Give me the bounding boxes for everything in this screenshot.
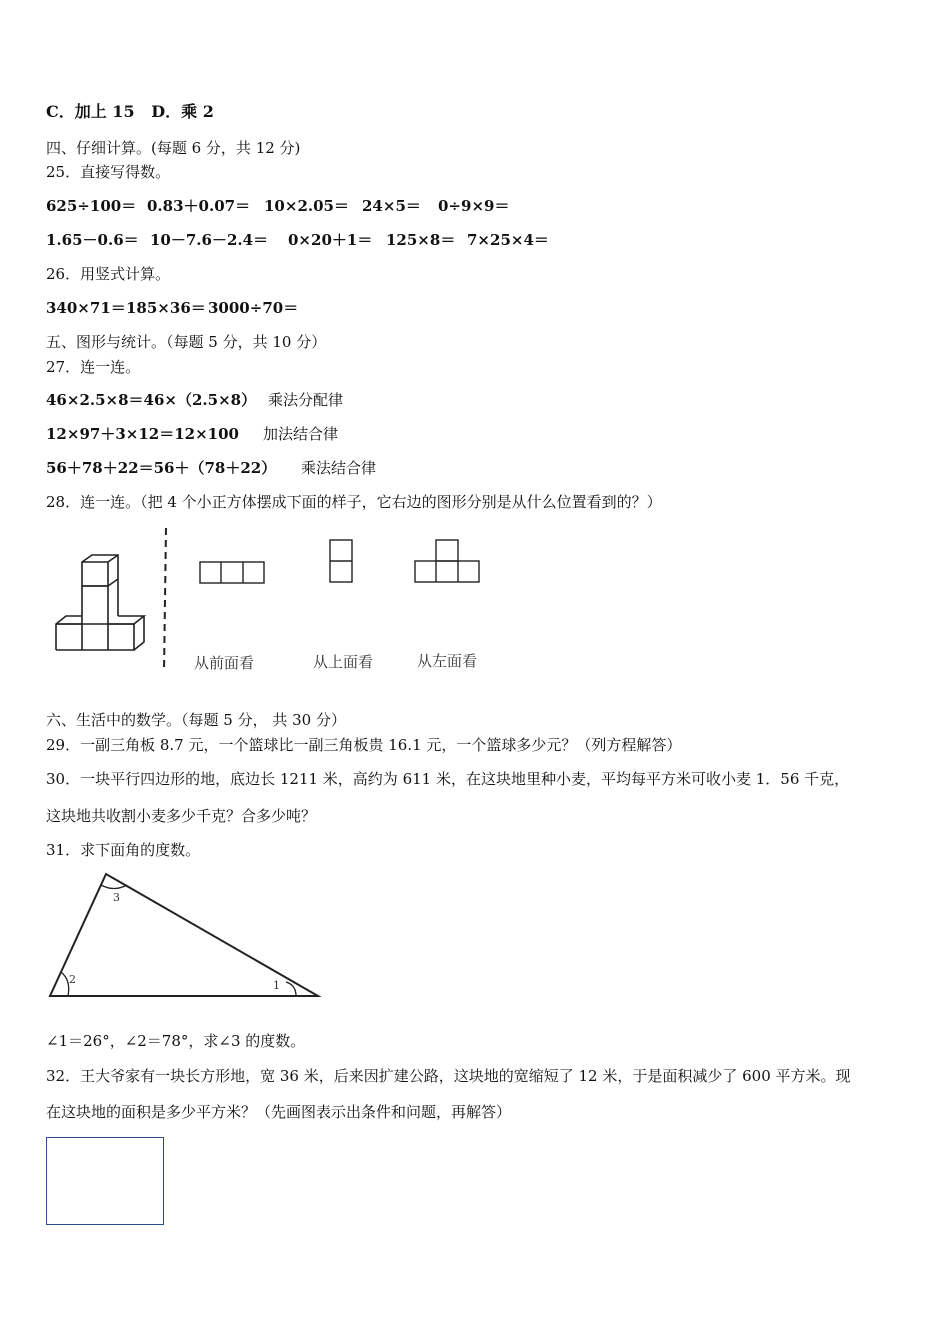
calc-item: 340×71＝ (46, 299, 126, 317)
calc-item: 0÷9×9＝ (438, 197, 510, 215)
question-31: 31．求下面角的度数。 (46, 841, 201, 859)
section-4-heading: 四、仔细计算。(每题 6 分，共 12 分) (46, 139, 301, 157)
angle-label-2: 2 (69, 973, 76, 986)
q25-row-1 (46, 196, 509, 216)
angle-label-1: 1 (273, 979, 280, 992)
question-28: 28．连一连。（把 4 个小正方体摆成下面的样子，它右边的图形分别是从什么位置看到的？） (46, 493, 662, 511)
calc-item: 3000÷70＝ (208, 299, 299, 317)
calc-item: 0×20＋1＝ (288, 231, 373, 249)
calc-item: 125×8＝ (386, 231, 456, 249)
calc-item: 10－7.6－2.4＝ (150, 231, 269, 249)
section-6-heading: 六、生活中的数学。（每题 5 分， 共 30 分） (46, 711, 346, 729)
question-29: 29．一副三角板 8.7 元，一个篮球比一副三角板贵 16.1 元，一个篮球多少元？（列方程解答） (46, 736, 682, 754)
calc-item: 7×25×4＝ (467, 231, 549, 249)
calc-item: 1.65－0.6＝ (46, 231, 139, 249)
option-c: C．加上 15 (46, 102, 135, 121)
drawing-box (46, 1137, 164, 1225)
q27-equation: 56＋78＋22＝56＋（78＋22） (46, 459, 277, 477)
q25-row-2 (46, 230, 549, 250)
left-view-shape (415, 540, 479, 582)
dashed-divider (164, 528, 166, 672)
triangle-figure (44, 868, 329, 1003)
q27-law: 乘法结合律 (301, 459, 377, 477)
angle-3-arc (101, 885, 127, 889)
q27-item (46, 458, 376, 478)
calc-item: 24×5＝ (362, 197, 421, 215)
question-32-line-1: 32．王大爷家有一块长方形地，宽 36 米，后来因扩建公路，这块地的宽缩短了 12 米，于是面积减少了 600 平方米。现 (46, 1067, 851, 1085)
options-line (46, 102, 214, 122)
view-label-top: 从上面看 (313, 653, 374, 671)
q27-equation: 12×97＋3×12＝12×100 (46, 425, 239, 443)
q27-item (46, 424, 338, 444)
calc-item: 10×2.05＝ (264, 197, 349, 215)
calc-item: 625÷100＝ (46, 197, 137, 215)
q27-equation: 46×2.5×8＝46×（2.5×8） (46, 391, 257, 409)
question-30-line-1: 30．一块平行四边形的地，底边长 1211 米，高约为 611 米，在这块地里种小麦，平均每平方米可收小麦 1．56 千克， (46, 770, 850, 788)
angle-label-3: 3 (113, 891, 120, 904)
triangle-shape (50, 874, 318, 996)
cube-stack-drawing (56, 555, 144, 650)
calc-item: 0.83＋0.07＝ (147, 197, 251, 215)
calc-item: 185×36＝ (126, 299, 206, 317)
question-27: 27．连一连。 (46, 358, 141, 376)
q27-item (46, 390, 343, 410)
front-view-shape (200, 562, 264, 583)
q26-row (46, 298, 298, 318)
question-30-line-2: 这块地共收割小麦多少千克？合多少吨？ (46, 807, 317, 825)
angle-2-arc (61, 972, 69, 996)
question-25: 25．直接写得数。 (46, 163, 171, 181)
angle-1-arc (286, 982, 296, 996)
question-31-given: ∠1＝26°，∠2＝78°，求∠3 的度数。 (46, 1032, 306, 1050)
question-26: 26．用竖式计算。 (46, 265, 171, 283)
top-view-shape (330, 540, 352, 582)
q27-law: 乘法分配律 (268, 391, 344, 409)
q27-law: 加法结合律 (263, 425, 339, 443)
section-5-heading: 五、图形与统计。（每题 5 分，共 10 分） (46, 333, 327, 351)
question-32-line-2: 在这块地的面积是多少平方米？（先画图表示出条件和问题，再解答） (46, 1103, 512, 1121)
option-d: D．乘 2 (151, 102, 214, 121)
view-label-left: 从左面看 (417, 652, 478, 670)
view-label-front: 从前面看 (194, 654, 255, 672)
